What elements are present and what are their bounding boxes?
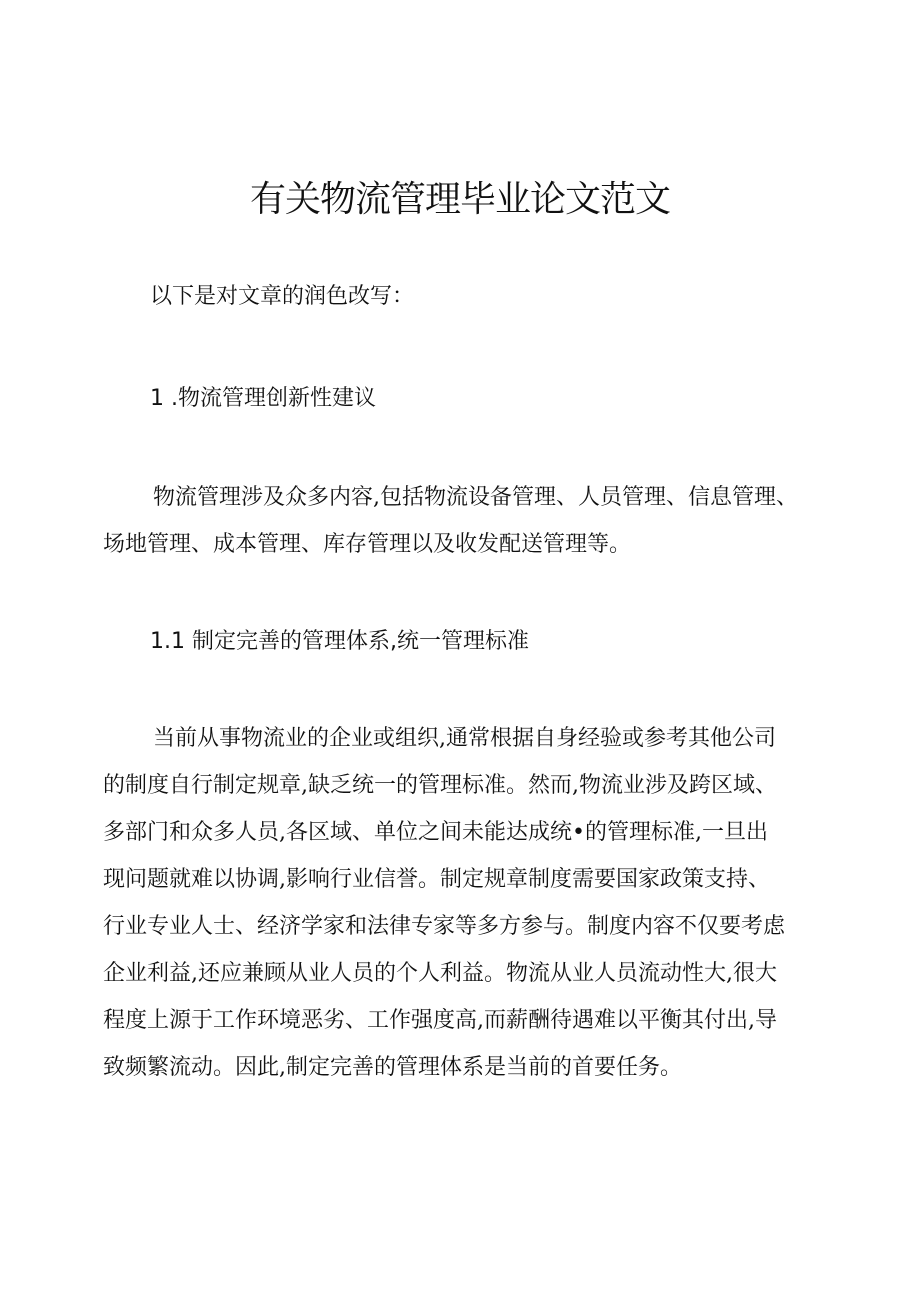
paragraph-line: 的制度自行制定规章,缺乏统一的管理标准。然而,物流业涉及跨区域、: [103, 773, 777, 798]
paragraph-line: 当前从事物流业的企业或组织,通常根据自身经验或参考其他公司: [153, 726, 776, 751]
paragraph-line: 行业专业人士、经济学家和法律专家等多方参与。制度内容不仅要考虑: [103, 914, 786, 939]
paragraph-line: 物流管理涉及众多内容,包括物流设备管理、人员管理、信息管理、: [153, 485, 798, 510]
section-1-1-heading: 1.1 制定完善的管理体系,统一管理标准: [150, 629, 529, 654]
paragraph-line: 程度上源于工作环境恶劣、工作强度高,而薪酬待遇难以平衡其付出,导: [103, 1008, 777, 1033]
paragraph-line: 多部门和众多人员,各区域、单位之间未能达成统•的管理标准,一旦出: [103, 820, 768, 845]
section-1-heading: 1 .物流管理创新性建议: [150, 386, 376, 411]
paragraph-line: 现问题就难以协调,影响行业信誉。制定规章制度需要国家政策支持、: [103, 867, 770, 892]
document-title: 有关物流管理毕业论文范文: [249, 179, 670, 220]
paragraph-line: 企业利益,还应兼顾从业人员的个人利益。物流从业人员流动性大,很大: [103, 961, 777, 986]
paragraph-line: 致频繁流动。因此,制定完善的管理体系是当前的首要任务。: [103, 1055, 682, 1080]
paragraph-line: 场地管理、成本管理、库存管理以及收发配送管理等。: [103, 532, 632, 557]
intro-text: 以下是对文章的润色改写：: [150, 284, 415, 309]
